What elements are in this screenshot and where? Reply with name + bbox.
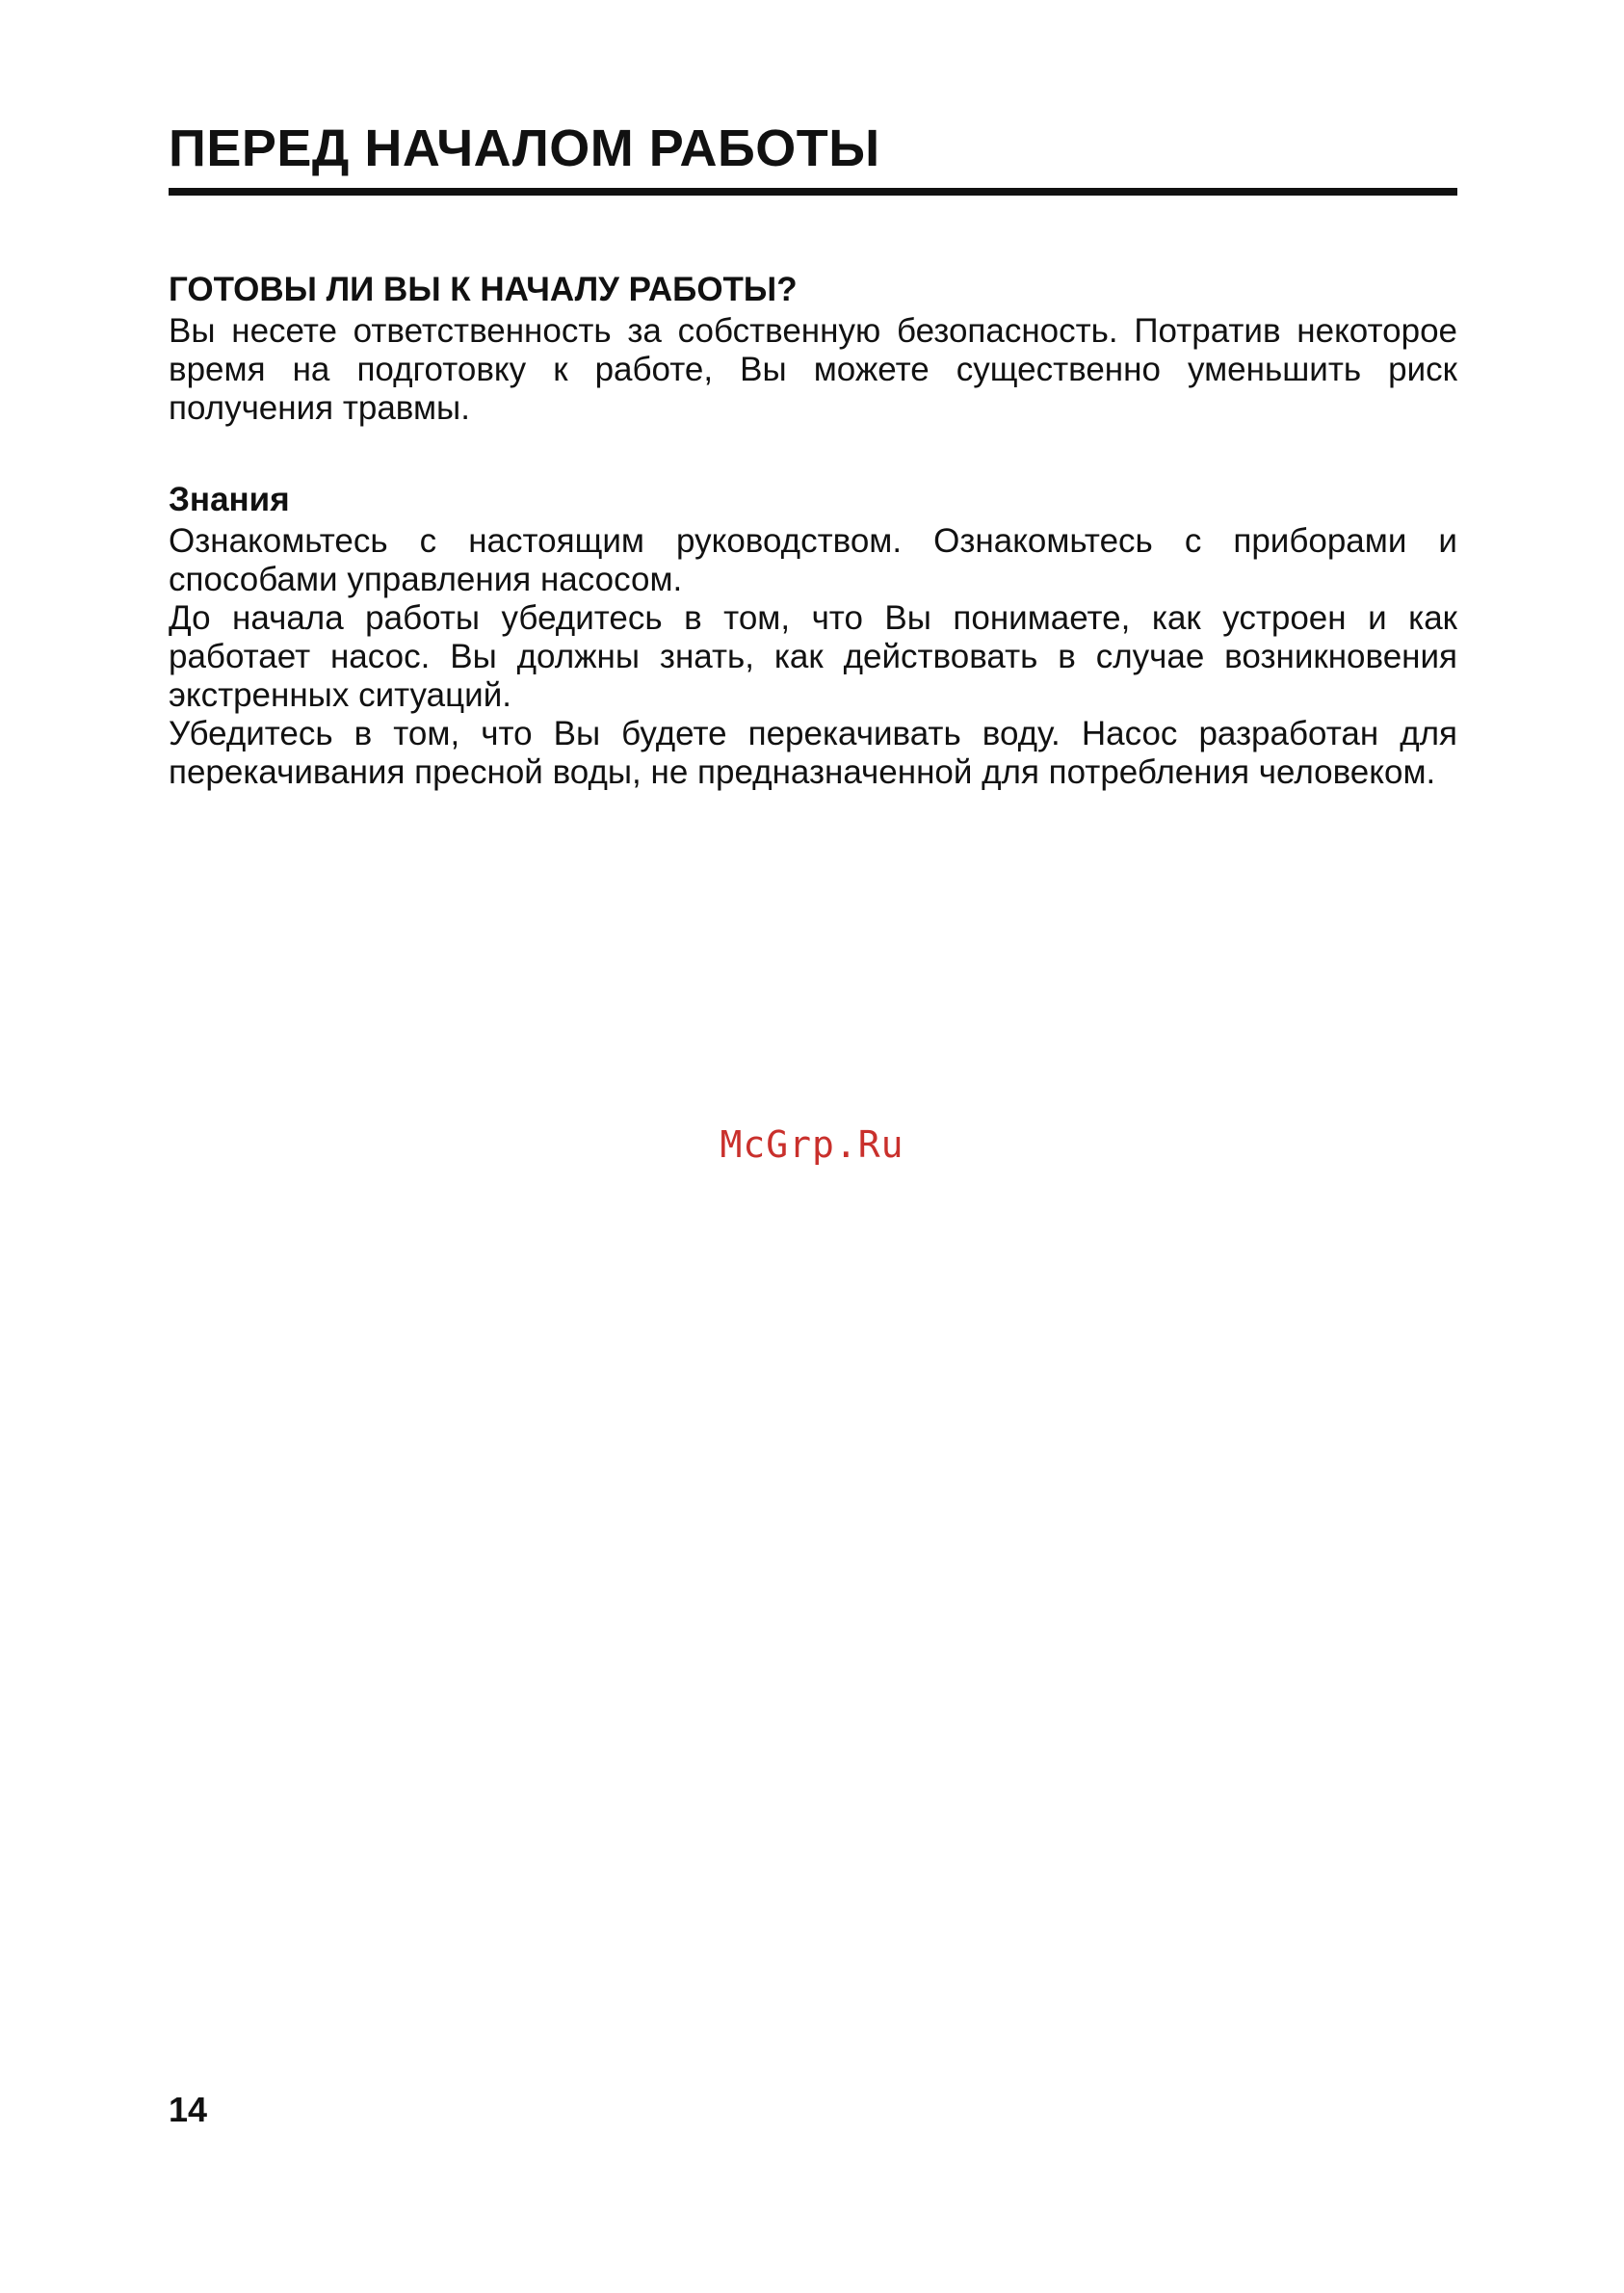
section-heading-knowledge: Знания bbox=[169, 481, 290, 518]
section-spacer bbox=[169, 428, 1457, 478]
paragraph-understand-pump: До начала работы убедитесь в том, что Вы понимаете, как устроен и как работает насос. Вы должны знать, как действовать в случае возникновения экстренных ситуаций. bbox=[169, 599, 1457, 714]
page-content bbox=[169, 268, 1457, 792]
paragraph-water-type: Убедитесь в том, что Вы будете перекачивать воду. Насос разработан для перекачивания пресной воды, не предназначенной для потребления человеком. bbox=[169, 715, 1457, 791]
paragraph-responsibility: Вы несете ответственность за собственную безопасность. Потратив некоторое время на подготовку к работе, Вы можете существенно уменьшить риск получения травмы. bbox=[169, 312, 1457, 427]
section-heading-ready: ГОТОВЫ ЛИ ВЫ К НАЧАЛУ РАБОТЫ? bbox=[169, 271, 798, 308]
page-title: ПЕРЕД НАЧАЛОМ РАБОТЫ bbox=[169, 119, 880, 177]
paragraph-read-manual: Ознакомьтесь с настоящим руководством. Ознакомьтесь с приборами и способами управления насосом. bbox=[169, 522, 1457, 598]
title-divider bbox=[169, 188, 1457, 196]
page-number: 14 bbox=[169, 2090, 208, 2129]
watermark-text: McGrp.Ru bbox=[720, 1123, 904, 1166]
